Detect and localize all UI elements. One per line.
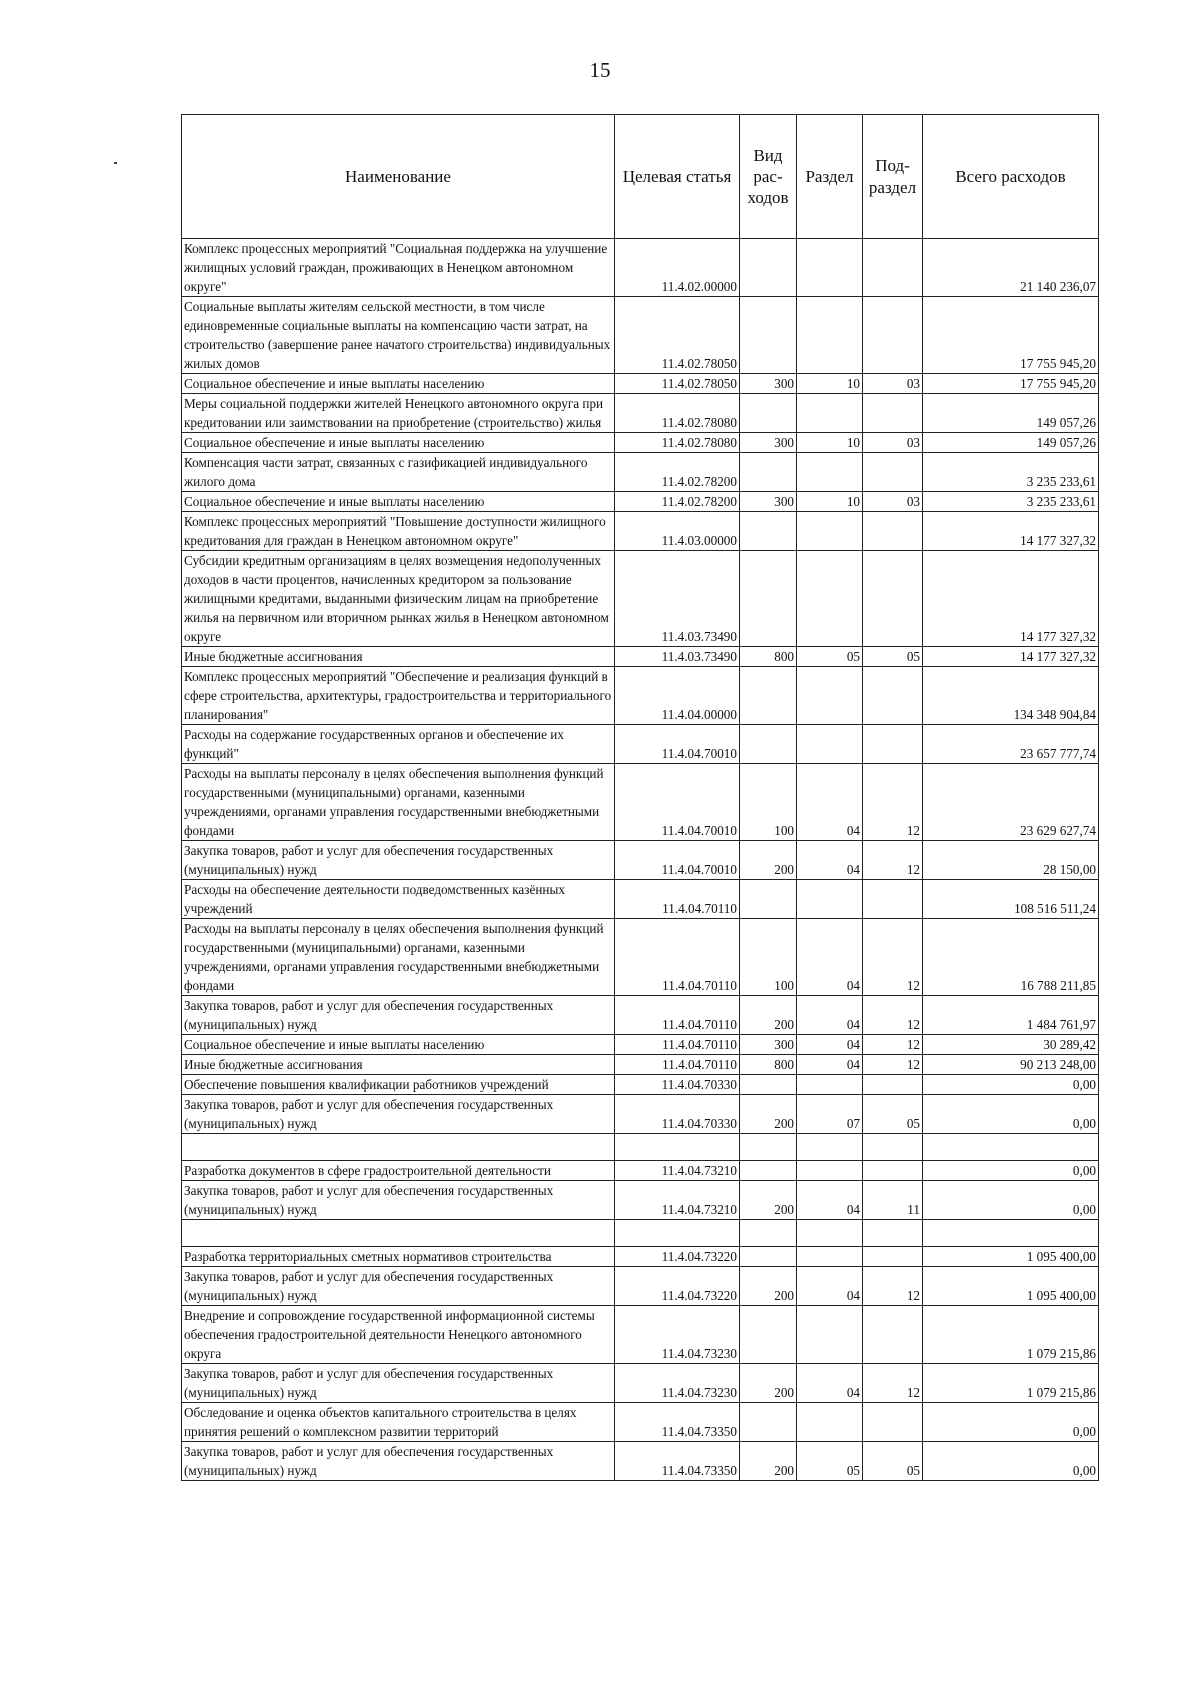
table-row [182, 297, 1099, 374]
table-row [182, 1095, 1099, 1134]
cell-target: 11.4.02.78080 [615, 433, 740, 453]
cell-name: Обеспечение повышения квалификации работников учреждений [182, 1075, 615, 1095]
spacer-cell [797, 1220, 863, 1247]
cell-target: 11.4.04.70010 [615, 841, 740, 880]
cell-kind: 200 [740, 1095, 797, 1134]
cell-kind [740, 725, 797, 764]
cell-subsection: 03 [863, 433, 923, 453]
cell-total: 90 213 248,00 [923, 1055, 1099, 1075]
spacer-cell [863, 1220, 923, 1247]
header-total: Всего расходов [923, 115, 1099, 239]
cell-name: Закупка товаров, работ и услуг для обеспечения государственных (муниципальных) нужд [182, 1267, 615, 1306]
cell-total: 1 484 761,97 [923, 996, 1099, 1035]
cell-name: Социальные выплаты жителям сельской местности, в том числе единовременные социальные выплаты на компенсацию части затрат, на строительство (завершение ранее начатого строительства) индивидуальных жилых домов [182, 297, 615, 374]
table-row [182, 1306, 1099, 1364]
cell-subsection [863, 1306, 923, 1364]
cell-name: Комплекс процессных мероприятий "Обеспечение и реализация функций в сфере строительства, архитектуры, градостроительства и территориального планирования" [182, 667, 615, 725]
page-number: 15 [589, 58, 611, 82]
cell-target: 11.4.04.00000 [615, 667, 740, 725]
table-row [182, 1403, 1099, 1442]
cell-kind [740, 512, 797, 551]
cell-section: 04 [797, 1267, 863, 1306]
table-row [182, 919, 1099, 996]
cell-section [797, 1306, 863, 1364]
cell-total: 16 788 211,85 [923, 919, 1099, 996]
cell-target: 11.4.02.78050 [615, 374, 740, 394]
header-kind [740, 115, 797, 239]
cell-section [797, 725, 863, 764]
cell-total: 149 057,26 [923, 394, 1099, 433]
spacer-cell [797, 1134, 863, 1161]
cell-subsection: 12 [863, 764, 923, 841]
cell-kind: 300 [740, 492, 797, 512]
table-row [182, 725, 1099, 764]
cell-target: 11.4.04.70110 [615, 1035, 740, 1055]
cell-target: 11.4.04.70010 [615, 764, 740, 841]
cell-total: 14 177 327,32 [923, 512, 1099, 551]
scan-mark [114, 162, 117, 164]
cell-name: Внедрение и сопровождение государственной информационной системы обеспечения градостроительной деятельности Ненецкого автономного округа [182, 1306, 615, 1364]
cell-name: Обследование и оценка объектов капитального строительства в целях принятия решений о комплексном развитии территорий [182, 1403, 615, 1442]
cell-name: Закупка товаров, работ и услуг для обеспечения государственных (муниципальных) нужд [182, 1095, 615, 1134]
cell-total: 1 095 400,00 [923, 1247, 1099, 1267]
cell-section: 04 [797, 841, 863, 880]
cell-section: 05 [797, 647, 863, 667]
spacer-cell [923, 1220, 1099, 1247]
table-row [182, 841, 1099, 880]
cell-subsection [863, 667, 923, 725]
cell-name: Компенсация части затрат, связанных с газификацией индивидуального жилого дома [182, 453, 615, 492]
cell-name: Иные бюджетные ассигнования [182, 1055, 615, 1075]
cell-subsection: 11 [863, 1181, 923, 1220]
header-subsection-label: Под-раздел [868, 156, 917, 197]
cell-kind: 200 [740, 1364, 797, 1403]
table-row [182, 764, 1099, 841]
cell-name: Закупка товаров, работ и услуг для обеспечения государственных (муниципальных) нужд [182, 1442, 615, 1481]
cell-kind: 200 [740, 1442, 797, 1481]
budget-table [181, 114, 1099, 1481]
cell-total: 14 177 327,32 [923, 551, 1099, 647]
table-row [182, 880, 1099, 919]
cell-section [797, 512, 863, 551]
cell-section: 04 [797, 1181, 863, 1220]
cell-subsection [863, 394, 923, 433]
cell-kind [740, 1075, 797, 1095]
cell-subsection: 12 [863, 996, 923, 1035]
cell-total: 0,00 [923, 1075, 1099, 1095]
cell-section: 04 [797, 1035, 863, 1055]
cell-total: 0,00 [923, 1095, 1099, 1134]
cell-target: 11.4.02.78050 [615, 297, 740, 374]
header-target: Целевая статья [615, 115, 740, 239]
cell-target: 11.4.04.73220 [615, 1267, 740, 1306]
cell-name: Расходы на выплаты персоналу в целях обеспечения выполнения функций государственными (муниципальными) органами, казенными учреждениями, органами управления государственными внебюджетными фондами [182, 764, 615, 841]
table-row [182, 1035, 1099, 1055]
cell-target: 11.4.03.00000 [615, 512, 740, 551]
cell-subsection [863, 1403, 923, 1442]
cell-subsection [863, 239, 923, 297]
spacer-cell [615, 1134, 740, 1161]
cell-total: 23 657 777,74 [923, 725, 1099, 764]
cell-section: 10 [797, 433, 863, 453]
table-row [182, 1055, 1099, 1075]
cell-name: Субсидии кредитным организациям в целях возмещения недополученных доходов в части процентов, начисленных кредитором за пользование жилищными кредитами, выданными физическим лицам на приобретение жилья на первичном или вторичном рынках жилья в Ненецком автономном округе [182, 551, 615, 647]
cell-kind [740, 394, 797, 433]
cell-kind [740, 1306, 797, 1364]
cell-name: Разработка территориальных сметных нормативов строительства [182, 1247, 615, 1267]
cell-subsection: 12 [863, 1364, 923, 1403]
cell-subsection: 12 [863, 919, 923, 996]
cell-subsection [863, 880, 923, 919]
cell-section [797, 551, 863, 647]
cell-section: 04 [797, 1364, 863, 1403]
cell-kind: 300 [740, 433, 797, 453]
cell-target: 11.4.04.73350 [615, 1442, 740, 1481]
table-row [182, 667, 1099, 725]
cell-name: Комплекс процессных мероприятий "Социальная поддержка на улучшение жилищных условий граждан, проживающих в Ненецком автономном округе" [182, 239, 615, 297]
table-row [182, 1267, 1099, 1306]
cell-kind [740, 880, 797, 919]
cell-section [797, 394, 863, 433]
cell-subsection [863, 512, 923, 551]
cell-target: 11.4.03.73490 [615, 551, 740, 647]
cell-subsection [863, 1247, 923, 1267]
cell-subsection: 05 [863, 1442, 923, 1481]
cell-subsection: 12 [863, 1267, 923, 1306]
cell-total: 3 235 233,61 [923, 453, 1099, 492]
cell-total: 17 755 945,20 [923, 374, 1099, 394]
cell-total: 17 755 945,20 [923, 297, 1099, 374]
cell-section [797, 1403, 863, 1442]
spacer-cell [923, 1134, 1099, 1161]
cell-kind: 800 [740, 647, 797, 667]
cell-total: 0,00 [923, 1181, 1099, 1220]
header-subsection [863, 115, 923, 239]
cell-kind: 300 [740, 374, 797, 394]
cell-section [797, 239, 863, 297]
table-row [182, 433, 1099, 453]
table-row [182, 239, 1099, 297]
cell-target: 11.4.04.73350 [615, 1403, 740, 1442]
cell-name: Расходы на содержание государственных органов и обеспечение их функций" [182, 725, 615, 764]
cell-target: 11.4.04.70110 [615, 996, 740, 1035]
cell-kind [740, 1161, 797, 1181]
cell-name: Разработка документов в сфере градостроительной деятельности [182, 1161, 615, 1181]
table-row [182, 1247, 1099, 1267]
cell-subsection: 03 [863, 492, 923, 512]
cell-target: 11.4.04.70110 [615, 1055, 740, 1075]
cell-total: 0,00 [923, 1442, 1099, 1481]
spacer-cell [615, 1220, 740, 1247]
table-row [182, 551, 1099, 647]
cell-name: Меры социальной поддержки жителей Ненецкого автономного округа при кредитовании или заимствовании на приобретение (строительство) жилья [182, 394, 615, 433]
cell-name: Комплекс процессных мероприятий "Повышение доступности жилищного кредитования для граждан в Ненецком автономном округе" [182, 512, 615, 551]
cell-target: 11.4.04.73230 [615, 1306, 740, 1364]
cell-name: Социальное обеспечение и иные выплаты населению [182, 1035, 615, 1055]
cell-target: 11.4.04.73210 [615, 1161, 740, 1181]
cell-total: 30 289,42 [923, 1035, 1099, 1055]
cell-target: 11.4.04.70330 [615, 1075, 740, 1095]
cell-section [797, 453, 863, 492]
spacer-row [182, 1134, 1099, 1161]
cell-name: Закупка товаров, работ и услуг для обеспечения государственных (муниципальных) нужд [182, 841, 615, 880]
spacer-cell [740, 1220, 797, 1247]
cell-subsection [863, 453, 923, 492]
spacer-cell [740, 1134, 797, 1161]
cell-section: 10 [797, 492, 863, 512]
table-row [182, 996, 1099, 1035]
header-name: Наименование [182, 115, 615, 239]
table-row [182, 1181, 1099, 1220]
cell-kind: 300 [740, 1035, 797, 1055]
table-row [182, 374, 1099, 394]
cell-section: 04 [797, 764, 863, 841]
cell-kind: 200 [740, 841, 797, 880]
cell-subsection [863, 725, 923, 764]
cell-name: Расходы на выплаты персоналу в целях обеспечения выполнения функций государственными (муниципальными) органами, казенными учреждениями, органами управления государственными внебюджетными фондами [182, 919, 615, 996]
cell-target: 11.4.02.78200 [615, 453, 740, 492]
table-row [182, 1161, 1099, 1181]
cell-section: 04 [797, 919, 863, 996]
cell-subsection [863, 1161, 923, 1181]
spacer-row [182, 1220, 1099, 1247]
cell-name: Закупка товаров, работ и услуг для обеспечения государственных (муниципальных) нужд [182, 1181, 615, 1220]
cell-kind [740, 453, 797, 492]
header-section: Раздел [797, 115, 863, 239]
table-header-row [182, 115, 1099, 239]
cell-target: 11.4.04.73230 [615, 1364, 740, 1403]
cell-kind [740, 297, 797, 374]
cell-name: Социальное обеспечение и иные выплаты населению [182, 492, 615, 512]
cell-total: 0,00 [923, 1161, 1099, 1181]
table-row [182, 394, 1099, 433]
cell-subsection: 05 [863, 1095, 923, 1134]
cell-total: 149 057,26 [923, 433, 1099, 453]
cell-kind: 200 [740, 1181, 797, 1220]
cell-kind [740, 551, 797, 647]
cell-target: 11.4.04.70110 [615, 919, 740, 996]
spacer-cell [863, 1134, 923, 1161]
cell-section [797, 297, 863, 374]
cell-section [797, 880, 863, 919]
cell-name: Иные бюджетные ассигнования [182, 647, 615, 667]
table-body [182, 239, 1099, 1481]
cell-total: 3 235 233,61 [923, 492, 1099, 512]
cell-subsection: 12 [863, 841, 923, 880]
cell-total: 21 140 236,07 [923, 239, 1099, 297]
cell-section [797, 1247, 863, 1267]
spacer-cell [182, 1134, 615, 1161]
cell-kind: 200 [740, 996, 797, 1035]
cell-kind [740, 239, 797, 297]
cell-target: 11.4.04.73220 [615, 1247, 740, 1267]
cell-total: 134 348 904,84 [923, 667, 1099, 725]
cell-name: Социальное обеспечение и иные выплаты населению [182, 374, 615, 394]
cell-subsection: 12 [863, 1055, 923, 1075]
cell-total: 0,00 [923, 1403, 1099, 1442]
cell-kind [740, 1403, 797, 1442]
cell-subsection [863, 1075, 923, 1095]
cell-section [797, 667, 863, 725]
cell-kind: 100 [740, 919, 797, 996]
cell-subsection: 03 [863, 374, 923, 394]
cell-target: 11.4.03.73490 [615, 647, 740, 667]
cell-target: 11.4.04.70110 [615, 880, 740, 919]
cell-subsection [863, 297, 923, 374]
cell-subsection: 12 [863, 1035, 923, 1055]
cell-subsection [863, 551, 923, 647]
table-row [182, 492, 1099, 512]
cell-target: 11.4.02.00000 [615, 239, 740, 297]
cell-target: 11.4.02.78080 [615, 394, 740, 433]
table-row [182, 1442, 1099, 1481]
spacer-cell [182, 1220, 615, 1247]
cell-total: 108 516 511,24 [923, 880, 1099, 919]
cell-name: Расходы на обеспечение деятельности подведомственных казённых учреждений [182, 880, 615, 919]
cell-section: 04 [797, 1055, 863, 1075]
cell-section: 10 [797, 374, 863, 394]
cell-total: 28 150,00 [923, 841, 1099, 880]
cell-target: 11.4.02.78200 [615, 492, 740, 512]
table-row [182, 512, 1099, 551]
cell-target: 11.4.04.73210 [615, 1181, 740, 1220]
cell-kind [740, 667, 797, 725]
cell-target: 11.4.04.70330 [615, 1095, 740, 1134]
cell-total: 1 079 215,86 [923, 1364, 1099, 1403]
cell-section [797, 1075, 863, 1095]
cell-target: 11.4.04.70010 [615, 725, 740, 764]
cell-section: 04 [797, 996, 863, 1035]
cell-total: 23 629 627,74 [923, 764, 1099, 841]
cell-total: 1 079 215,86 [923, 1306, 1099, 1364]
table-row [182, 1075, 1099, 1095]
cell-subsection: 05 [863, 647, 923, 667]
cell-section [797, 1161, 863, 1181]
header-kind-label: Вид рас-ходов [747, 145, 789, 208]
cell-kind: 800 [740, 1055, 797, 1075]
cell-section: 05 [797, 1442, 863, 1481]
table-row [182, 647, 1099, 667]
cell-name: Закупка товаров, работ и услуг для обеспечения государственных (муниципальных) нужд [182, 1364, 615, 1403]
cell-kind: 100 [740, 764, 797, 841]
cell-name: Социальное обеспечение и иные выплаты населению [182, 433, 615, 453]
cell-kind: 200 [740, 1267, 797, 1306]
cell-total: 1 095 400,00 [923, 1267, 1099, 1306]
table-row [182, 1364, 1099, 1403]
cell-total: 14 177 327,32 [923, 647, 1099, 667]
cell-kind [740, 1247, 797, 1267]
cell-section: 07 [797, 1095, 863, 1134]
cell-name: Закупка товаров, работ и услуг для обеспечения государственных (муниципальных) нужд [182, 996, 615, 1035]
table-row [182, 453, 1099, 492]
